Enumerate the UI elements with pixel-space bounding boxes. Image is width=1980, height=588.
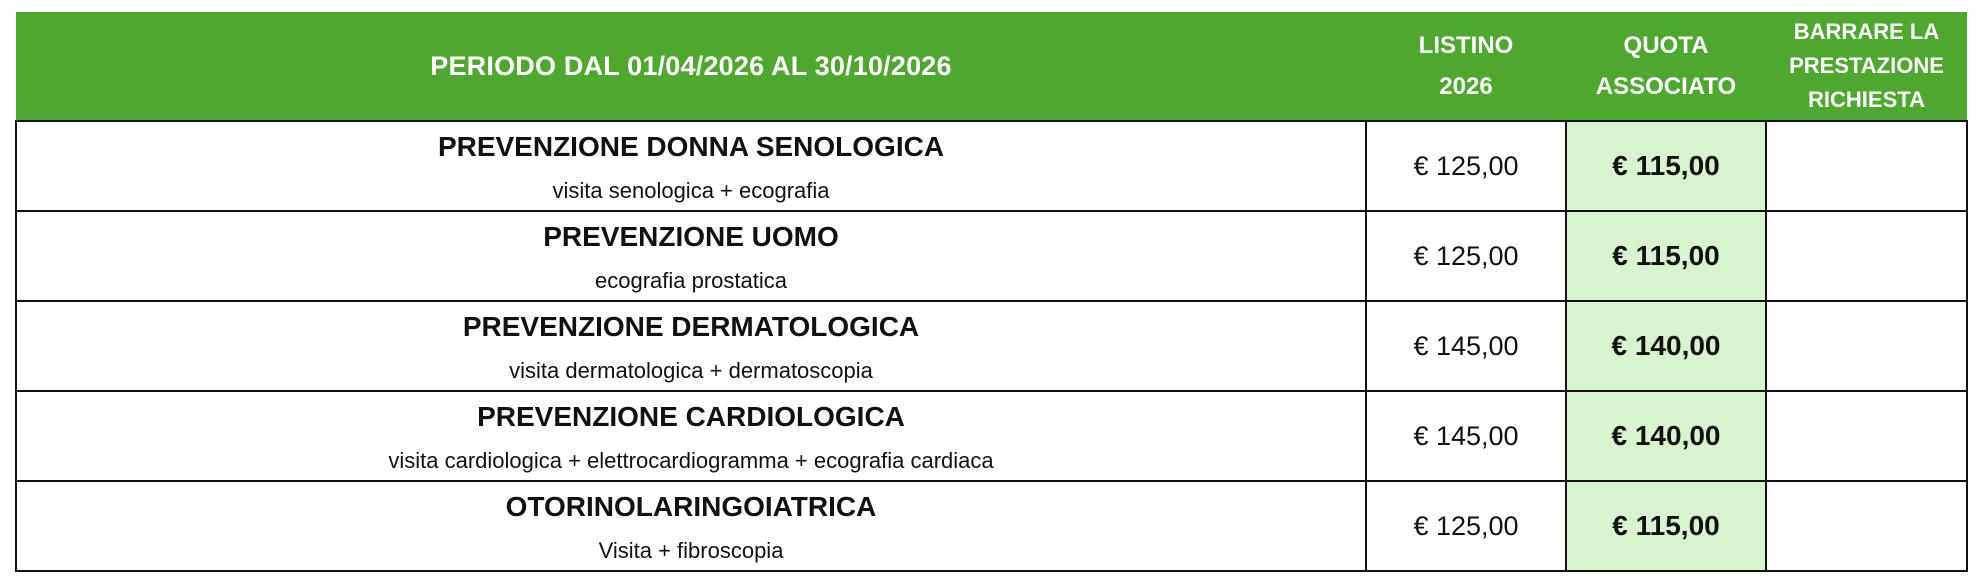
service-detail: visita senologica + ecografia (552, 178, 830, 203)
table-row (16, 121, 1967, 211)
listino-price: € 145,00 (1366, 391, 1566, 481)
service-description-cell (16, 121, 1366, 211)
service-name: PREVENZIONE DERMATOLOGICA (462, 311, 920, 342)
table-row (16, 301, 1967, 391)
barrare-header-line: BARRARE LA (1793, 19, 1940, 44)
select-service-checkbox[interactable] (1766, 481, 1967, 571)
quota-price: € 115,00 (1566, 121, 1766, 211)
service-name: PREVENZIONE CARDIOLOGICA (477, 401, 905, 432)
listino-price: € 125,00 (1366, 211, 1566, 301)
quota-header-line: QUOTA (1623, 32, 1709, 59)
service-name: OTORINOLARINGOIATRICA (505, 491, 877, 522)
quota-price: € 115,00 (1566, 211, 1766, 301)
period-header: PERIODO DAL 01/04/2026 AL 30/10/2026 (16, 12, 1366, 121)
service-description-cell (16, 301, 1366, 391)
service-name: PREVENZIONE UOMO (543, 221, 839, 252)
listino-price: € 125,00 (1366, 121, 1566, 211)
barrare-header (1766, 12, 1967, 121)
table-header-row (16, 12, 1967, 121)
listino-header (1366, 12, 1566, 121)
listino-price: € 125,00 (1366, 481, 1566, 571)
listino-price: € 145,00 (1366, 301, 1566, 391)
service-description-cell (16, 211, 1366, 301)
quota-price: € 140,00 (1566, 391, 1766, 481)
table-row (16, 391, 1967, 481)
listino-header-line: LISTINO (1418, 32, 1514, 59)
service-description-cell (16, 391, 1366, 481)
barrare-header-line: PRESTAZIONE (1789, 53, 1944, 78)
price-table (15, 12, 1968, 572)
service-description-cell (16, 481, 1366, 571)
select-service-checkbox[interactable] (1766, 121, 1967, 211)
service-name: PREVENZIONE DONNA SENOLOGICA (437, 131, 945, 162)
listino-header-line: 2026 (1439, 73, 1493, 100)
service-detail: visita cardiologica + elettrocardiogramma + ecografia cardiaca (388, 448, 994, 473)
quota-header (1566, 12, 1766, 121)
service-detail: Visita + fibroscopia (598, 538, 784, 563)
service-detail: ecografia prostatica (595, 268, 787, 293)
select-service-checkbox[interactable] (1766, 301, 1967, 391)
quota-price: € 115,00 (1566, 481, 1766, 571)
table-row (16, 481, 1967, 571)
select-service-checkbox[interactable] (1766, 211, 1967, 301)
barrare-header-line: RICHIESTA (1808, 87, 1925, 112)
quota-header-line: ASSOCIATO (1595, 73, 1737, 100)
select-service-checkbox[interactable] (1766, 391, 1967, 481)
quota-price: € 140,00 (1566, 301, 1766, 391)
table-row (16, 211, 1967, 301)
service-detail: visita dermatologica + dermatoscopia (509, 358, 873, 383)
